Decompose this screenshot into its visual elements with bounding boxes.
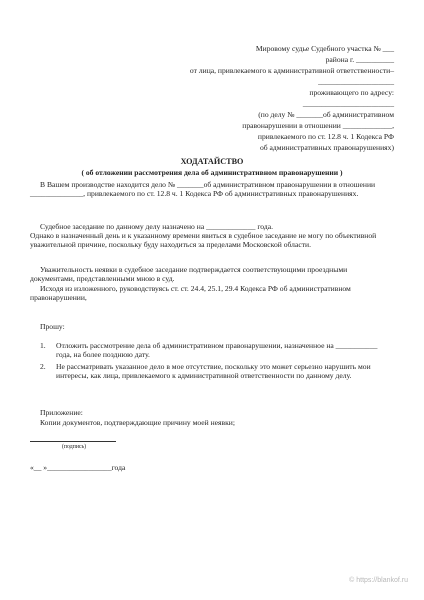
paragraph-hearing-date: Судебное заседание по данному делу назначено на _____________ года. [40,222,273,231]
appendix-heading: Приложение: [40,408,83,417]
header-address-label: проживающего по адресу: [309,88,394,97]
document-title: ХОДАТАЙСТВО [180,157,244,166]
header-code-line: об административных правонарушениях) [259,143,394,152]
request-item-number: 1. [40,341,46,350]
paragraph-legal-basis: Исходя из изложенного, руководствуясь ст. ст. 24.4, 25.1, 29.4 Кодекса РФ об административном правонарушении, [30,284,351,303]
request-heading: Прошу: [40,322,65,331]
header-sender-line: от лица, привлекаемого к административной ответственности– [189,66,394,75]
signature-line [30,441,116,442]
signature-date: «__ »_________________года [30,463,126,472]
document-subtitle: ( об отложении рассмотрения дела об административном правонарушении ) [81,168,343,177]
header-article-line: привлекаемого по ст. 12.8 ч. 1 Кодекса РФ [257,132,394,141]
paragraph-case: В Вашем производстве находится дело № _______об административном правонарушении в отношении ______________, привлекаемого по ст. 12.8 ч. 1 Кодекса РФ об административных правонарушениях. [30,180,376,199]
header-case-person-line: правонарушении в отношении _____________, [242,121,394,130]
request-item-text: Не рассматривать указанное дело в мое отсутствие, поскольку это может серьезно нарушить мои интересы, как лица, привлекаемого к административной ответственности по данному делу. [56,362,371,381]
header-district-line: района г. __________ [325,55,394,64]
signature-caption: (подпись) [62,444,87,450]
header-case-line: (по делу № _______об административном [258,110,394,119]
header-sender-name-line: ____________________ [318,77,394,86]
request-item-number: 2. [40,362,46,371]
header-address-line: ________________________ [302,99,394,108]
header-recipient-line: Мировому судье Судебного участка № ___ [255,44,394,53]
paragraph-reason: Однако в назначенный день и к указанному времени явиться в судебное заседание не могу по объективной уважительной причине, поскольку буду находиться за пределами Московской области. [30,231,377,250]
appendix-text: Копии документов, подтверждающие причину моей неявки; [40,418,235,427]
paragraph-evidence: Уважительность неявки в судебное заседание подтверждается соответствующими проездными документами, представленными мною в суд. [30,265,348,284]
source-watermark: © https://blankof.ru [349,577,408,584]
request-item-text: Отложить рассмотрение дела об административном правонарушении, назначенное на ___________ года, на более позднюю дату. [56,341,378,360]
